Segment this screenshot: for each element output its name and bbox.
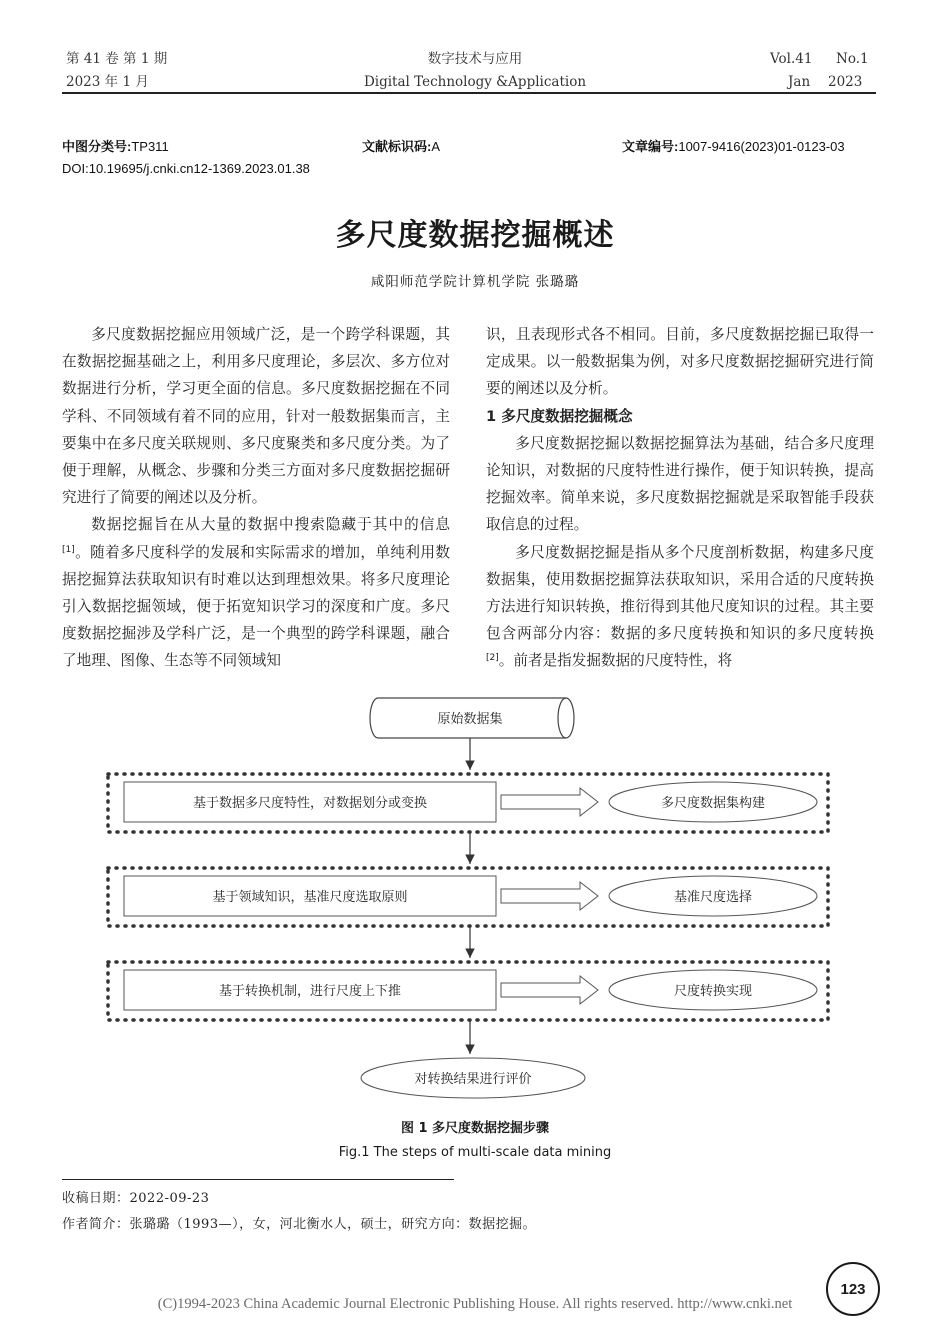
citation-ref: [1] (62, 544, 75, 555)
header-rule (62, 92, 876, 94)
copyright-line: (C)1994-2023 China Academic Journal Electronic Publishing House. All rights reserved. http://www.cnki.net (157, 1296, 793, 1312)
footnote-rule (62, 1179, 454, 1180)
paragraph: 多尺度数据挖掘以数据挖掘算法为基础，结合多尺度理论知识，对数据的尺度特性进行操作，便于知识转换，提高挖掘效率。简单来说，多尺度数据挖掘就是采取智能手段获取信息的过程。 (486, 434, 874, 534)
right-column (486, 321, 874, 675)
paragraph: 识，且表现形式各不相同。目前，多尺度数据挖掘已取得一定成果。以一般数据集为例，对多尺度数据挖掘研究进行简要的阐述以及分析。 (486, 326, 874, 398)
end-node-label: 对转换结果进行评价 (414, 1072, 532, 1087)
figure-caption-cn: 图 1 多尺度数据挖掘步骤 (400, 1121, 550, 1136)
output-2-label: 基准尺度选择 (673, 890, 753, 905)
author-bio: 作者简介：张璐璐（1993—），女，河北衡水人，硕士，研究方向：数据挖掘。 (62, 1217, 537, 1232)
start-node (370, 698, 574, 738)
header-year: 2023 (828, 74, 863, 90)
page-number: 123 (840, 1280, 866, 1298)
section-heading: 1 多尺度数据挖掘概念 (486, 407, 633, 425)
header-volume: Vol.41 (770, 51, 813, 67)
block-arrow (501, 882, 598, 910)
paragraph: 多尺度数据挖掘是指从多个尺度剖析数据，构建多尺度数据集，使用数据挖掘算法获取知识，采用合适的尺度转换方法进行知识转换，推衍得到其他尺度知识的过程。其主要包含两部分内容：数据的多尺度转换和知识的多尺度转换[2]。前者是指发掘数据的尺度特性，将 (486, 543, 874, 670)
left-column (62, 321, 450, 675)
output-1-label: 多尺度数据集构建 (660, 796, 766, 811)
block-arrow (501, 976, 598, 1004)
clc-number: 中图分类号:TP311 (62, 139, 169, 154)
citation-ref: [2] (486, 653, 499, 664)
header-month: Jan (788, 74, 811, 90)
header-number: No.1 (836, 51, 869, 67)
output-3-label: 尺度转换实现 (673, 984, 753, 999)
page-title: 多尺度数据挖掘概述 (335, 218, 615, 253)
step-3-label: 基于转换机制，进行尺度上下推 (218, 984, 402, 999)
header-journal-en: Digital Technology &Application (363, 74, 587, 90)
figure-caption-en: Fig.1 The steps of multi-scale data mining (338, 1145, 612, 1160)
step-1-label: 基于数据多尺度特性，对数据划分或变换 (192, 796, 428, 811)
paragraph: 数据挖掘旨在从大量的数据中搜索隐藏于其中的信息[1]。随着多尺度科学的发展和实际需求的增加，单纯利用数据挖掘算法获取知识有时难以达到理想效果。将多尺度理论引入数据挖掘领域，便于拓宽知识学习的深度和广度。多尺度数据挖掘涉及学科广泛，是一个典型的跨学科课题，融合了地理、图像、生态等不同领域知 (62, 516, 450, 670)
flowchart-figure (0, 690, 950, 1110)
article-number: 文章编号:1007-9416(2023)01-0123-03 (622, 139, 845, 154)
step-2-label: 基于领域知识，基准尺度选取原则 (212, 890, 408, 905)
block-arrow (501, 788, 598, 816)
paragraph: 多尺度数据挖掘应用领域广泛，是一个跨学科课题，其在数据挖掘基础之上，利用多尺度理论，多层次、多方位对数据进行分析，学习更全面的信息。多尺度数据挖掘在不同学科、不同领域有着不同的应用，针对一般数据集而言，主要集中在多尺度关联规则、多尺度聚类和多尺度分类。为了便于理解，从概念、步骤和分类三方面对多尺度数据挖掘研究进行了简要的阐述以及分析。 (62, 326, 450, 507)
header-date: 2023 年 1 月 (66, 74, 149, 90)
header-journal-cn: 数字技术与应用 (427, 51, 523, 67)
header-issue: 第 41 卷 第 1 期 (66, 51, 168, 67)
document-code: 文献标识码:A (362, 139, 441, 154)
start-node-label: 原始数据集 (437, 712, 503, 727)
author-affiliation: 咸阳师范学院计算机学院 张璐璐 (370, 274, 580, 290)
doi: DOI:10.19695/j.cnki.cn12-1369.2023.01.38 (62, 161, 310, 176)
received-date: 收稿日期：2022-09-23 (62, 1191, 210, 1206)
